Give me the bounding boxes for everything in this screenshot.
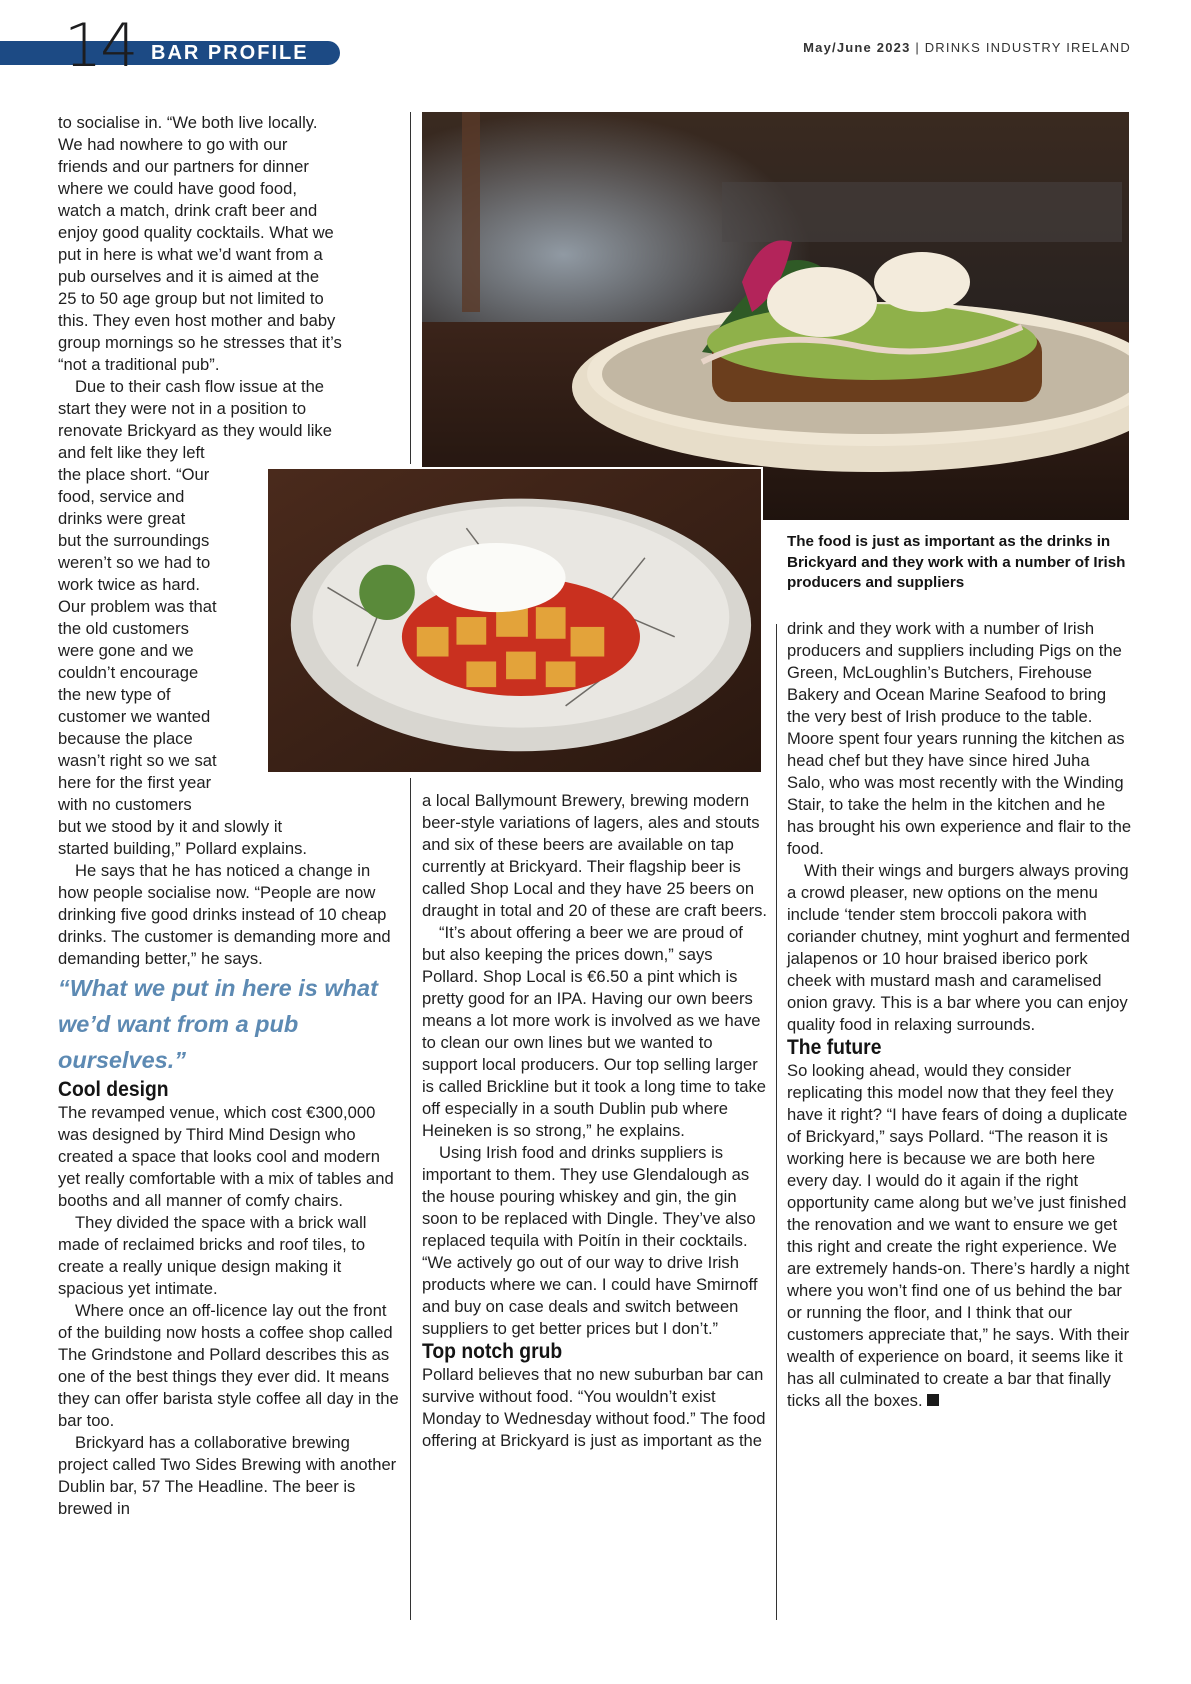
col1-line: started building,” Pollard explains. [58, 839, 308, 858]
col1-line: but the surroundings [58, 531, 210, 550]
col1-line: food, service and [58, 487, 185, 506]
column-rule-right [776, 624, 777, 1620]
column-1 [58, 112, 403, 1520]
col1-line: Due to their cash flow issue at the [75, 377, 325, 396]
section-title: BAR PROFILE [151, 42, 309, 64]
col1-line: put in here is what we’d want from a [58, 245, 323, 264]
col3-paragraph [787, 1060, 1132, 1412]
col3-paragraph: drink and they work with a number of Irish producers and suppliers including Pigs on the Green, McLoughlin’s Butchers, Firehouse Bakery and Ocean Marine Seafood to bring the very best of Irish produce to the table. Moore spent four years running the kitchen as head chef but they have since hired Juha Salo, who was most recently with the Winding Stair, to take the helm in the kitchen and he has brought his own experience and flair to the food. [787, 619, 1132, 858]
col3-final-text: So looking ahead, would they consider replicating this model now that they feel they have it right? “I have fears of doing a duplicate of Brickyard,” says Pollard. “The reason it is working here is because we are both here every day. I would do it again if the right opportunity came along but we’ve just finished the renovation and we want to ensure we get this right and create the right experience. We are extremely hands-on. There’s hardly a night where you won’t find one of us behind the bar or running the floor, and I think that our customers appreciate that,” he says. With their wealth of experience on board, it seems like it has all culminated to create a bar that finally ticks all the boxes. [787, 1061, 1130, 1410]
issue-date: May/June 2023 [803, 40, 911, 55]
col1-line: renovate Brickyard as they would like [58, 421, 332, 440]
subheading-cool-design: Cool design [58, 1078, 169, 1101]
col1-line: the place short. “Our [58, 465, 210, 484]
col1-line: We had nowhere to go with our [58, 135, 288, 154]
col1-line: watch a match, drink craft beer and [58, 201, 318, 220]
column-rule-left-lower [410, 778, 411, 1620]
photo-caption: The food is just as important as the drinks in Brickyard and they work with a number of Irish producers and suppliers [787, 533, 1126, 591]
col1-line: start they were not in a position to [58, 399, 307, 418]
publication-name: DRINKS INDUSTRY IRELAND [924, 40, 1131, 55]
col1-line: Our problem was that [58, 597, 217, 616]
col1-line: work twice as hard. [58, 575, 201, 594]
col1-line: but we stood by it and slowly it [58, 817, 283, 836]
column-rule-left [410, 112, 411, 464]
col3-paragraph: With their wings and burgers always proving a crowd pleaser, new options on the menu include ‘tender stem broccoli pakora with coriander chutney, mint yoghurt and fermented jalapenos or 10 hour braised iberico pork cheek with mustard mash and caramelised onion gravy. This is a bar where you can enjoy quality food in relaxing surrounds. [787, 861, 1130, 1034]
subheading-the-future: The future [787, 1036, 882, 1059]
col1-paragraph: They divided the space with a brick wall made of reclaimed bricks and roof tiles, to create a really unique design making it spacious yet intimate. [58, 1213, 367, 1298]
col1-line: here for the first year [58, 773, 212, 792]
col2-paragraph: Pollard believes that no new suburban bar can survive without food. “You wouldn’t exist Monday to Wednesday without food.” The food offering at Brickyard is just as important as the [422, 1365, 766, 1450]
col1-line: wasn’t right so we sat [58, 751, 217, 770]
col1-line: pub ourselves and it is aimed at the [58, 267, 320, 286]
col1-line: with no customers [58, 795, 192, 814]
issue-line [803, 40, 1131, 55]
col1-paragraph: Where once an off-licence lay out the front of the building now hosts a coffee shop called The Grindstone and Pollard describes this as one of the best things they ever did. It means they can offer barista style coffee all day in the bar too. [58, 1301, 399, 1430]
subheading-top-notch-grub: Top notch grub [422, 1340, 563, 1363]
col1-paragraph: He says that he has noticed a change in how people socialise now. “People are now drinking five good drinks instead of 10 cheap drinks. The customer is demanding more and demanding better,” he says. [58, 861, 391, 968]
col1-line: “not a traditional pub”. [58, 355, 220, 374]
col1-line: couldn’t encourage [58, 663, 199, 682]
col1-line: customer we wanted [58, 707, 211, 726]
column-2 [422, 790, 767, 1452]
food-photo-avocado-toast [422, 112, 1129, 520]
col1-paragraph: The revamped venue, which cost €300,000 was designed by Third Mind Design who created a space that looks cool and modern yet really comfortable with a mix of tables and booths and all manner of comfy chairs. [58, 1103, 394, 1210]
col1-line: enjoy good quality cocktails. What we [58, 223, 334, 242]
col1-line: friends and our partners for dinner [58, 157, 309, 176]
col1-line: the new type of [58, 685, 171, 704]
pull-quote: “What we put in here is what we’d want from a pub ourselves.” [58, 975, 378, 1073]
col2-paragraph: a local Ballymount Brewery, brewing modern beer-style variations of lagers, ales and stouts and six of these beers are available on tap currently at Brickyard. Their flagship beer is called Shop Local and they have 25 beers on draught in total and 20 of these are craft beers. [422, 791, 768, 920]
col1-line: and felt like they left [58, 443, 205, 462]
col1-line: weren’t so we had to [58, 553, 211, 572]
col1-line: to socialise in. “We both live locally. [58, 113, 318, 132]
col1-paragraph: Brickyard has a collaborative brewing project called Two Sides Brewing with another Dublin bar, 57 The Headline. The beer is brewed in [58, 1433, 397, 1518]
col1-line: where we could have good food, [58, 179, 297, 198]
page-number: 14 [64, 11, 137, 81]
col2-paragraph: “It’s about offering a beer we are proud of but also keeping the prices down,” says Pollard. Shop Local is €6.50 a pint which is pretty good for an IPA. Having our own beers means a lot more work is involved as we have to clean our own lines but we wanted to support local producers. Our top selling larger is called Brickline but it took a long time to take off especially in a south Dublin pub where Heineken is so strong,” he explains. [422, 923, 767, 1140]
column-3 [787, 618, 1132, 1412]
col1-line: drinks were great [58, 509, 186, 528]
issue-separator: | [915, 40, 920, 55]
col1-line: group mornings so he stresses that it’s [58, 333, 342, 352]
col1-line: the old customers [58, 619, 189, 638]
end-of-article-mark [927, 1394, 939, 1406]
col1-line: were gone and we [58, 641, 194, 660]
col1-line: because the place [58, 729, 193, 748]
col1-line: this. They even host mother and baby [58, 311, 336, 330]
col1-line: 25 to 50 age group but not limited to [58, 289, 324, 308]
col2-paragraph: Using Irish food and drinks suppliers is important to them. They use Glendalough as the house pouring whiskey and gin, the gin soon to be replaced with Dingle. They’ve also replaced tequila with Poitín in their cocktails. “We actively go out of our way to drive Irish products where we can. I could have Smirnoff and buy on case deals and switch between suppliers to get better prices but I don’t.” [422, 1143, 758, 1338]
